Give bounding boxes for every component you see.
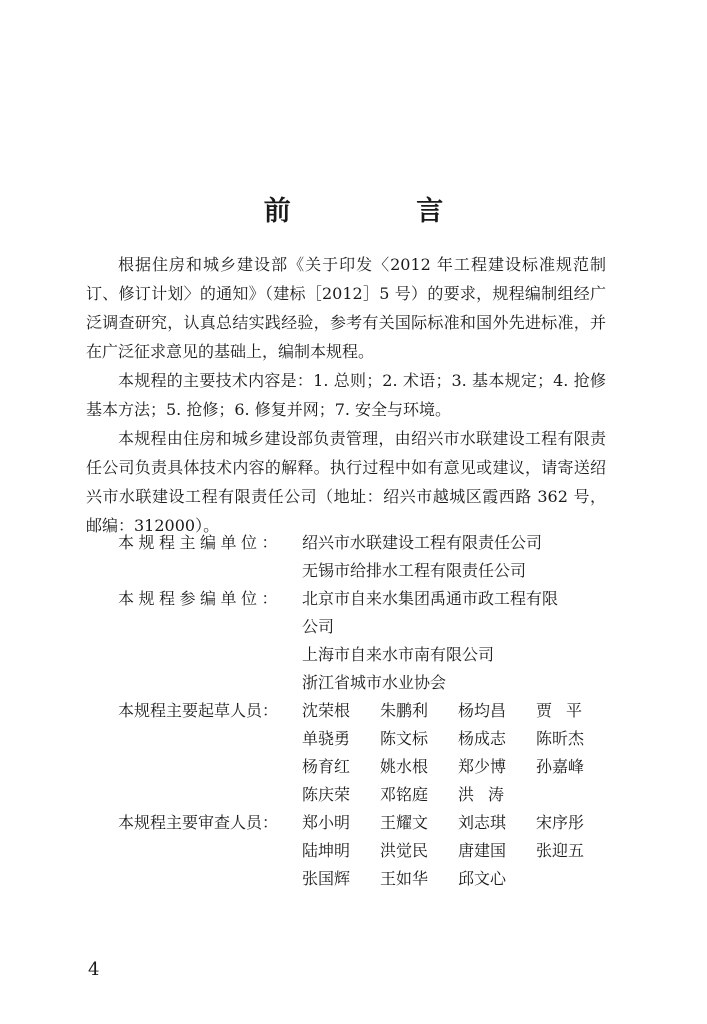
drafter-name: 杨育红 [302,757,351,776]
paragraph-basis: 根据住房和城乡建设部《关于印发〈2012 年工程建设标准规范制订、修订计划〉的通知》（建标［2012］5 号）的要求，规程编制组经广泛调查研究，认真总结实践经验，参考有关国际标准和国外先进标准，并在广泛征求意见的基础上，编制本规程。 [86,255,606,361]
reviewer-name: 张迎五 [536,841,585,860]
chief-units-list [302,529,610,585]
participating-unit: 上海市自来水市南有限公司 [302,645,495,664]
drafter-name: 姚水根 [380,757,429,776]
chief-units-label: 本规程主编单位： [118,533,283,552]
drafter-name: 陈文标 [380,729,429,748]
paragraph-management: 本规程由住房和城乡建设部负责管理，由绍兴市水联建设工程有限责任公司负责具体技术内容的解释。执行过程中如有意见或建议，请寄送绍兴市水联建设工程有限责任公司（地址：绍兴市越城区霞西路 362 号，邮编：312000）。 [86,429,606,535]
page-title: 前 言 [263,196,502,228]
chief-unit: 绍兴市水联建设工程有限责任公司 [302,533,543,552]
participating-units-label: 本规程参编单位： [118,589,283,608]
drafter-name: 邓铭庭 [380,785,429,804]
reviewer-name: 刘志琪 [458,813,507,832]
drafter-name: 朱鹏利 [380,701,429,720]
drafter-name: 陈昕杰 [536,729,585,748]
paragraph-contents: 本规程的主要技术内容是：1. 总则；2. 术语；3. 基本规定；4. 抢修基本方法；5. 抢修；6. 修复并网；7. 安全与环境。 [86,371,606,419]
drafter-name: 孙嘉峰 [536,757,585,776]
chief-unit: 无锡市给排水工程有限责任公司 [302,561,527,580]
reviewers-row [0,809,707,893]
drafter-name: 杨成志 [458,729,507,748]
page-number: 4 [88,959,100,980]
reviewer-name: 王耀文 [380,813,429,832]
drafters-list [302,697,614,809]
reviewers-list [302,809,614,893]
participating-units-list [302,585,610,697]
drafter-name: 单骁勇 [302,729,351,748]
chief-units-row [0,529,707,585]
participating-units-row [0,585,707,697]
reviewer-name: 张国辉 [302,869,351,888]
foreword-body [86,250,606,540]
reviewers-label: 本规程主要审查人员： [118,813,279,832]
participating-unit: 北京市自来水集团禹通市政工程有限 [302,589,559,608]
drafter-name: 贾平 [536,701,597,720]
reviewer-name: 郑小明 [302,813,351,832]
participating-unit: 浙江省城市水业协会 [302,673,447,692]
drafter-name: 杨均昌 [458,701,507,720]
reviewer-name: 邱文心 [458,869,507,888]
drafter-name: 郑少博 [458,757,507,776]
reviewer-name: 洪觉民 [380,841,429,860]
reviewer-name: 宋序彤 [536,813,585,832]
reviewer-name: 陆坤明 [302,841,351,860]
reviewer-name: 王如华 [380,869,429,888]
drafters-label: 本规程主要起草人员： [118,701,279,720]
drafter-name: 沈荣根 [302,701,351,720]
drafter-name: 洪涛 [458,785,519,804]
drafters-row [0,697,707,809]
drafter-name: 陈庆荣 [302,785,351,804]
credits-block [0,529,707,893]
reviewer-name: 唐建国 [458,841,507,860]
participating-unit: 公司 [302,617,335,636]
